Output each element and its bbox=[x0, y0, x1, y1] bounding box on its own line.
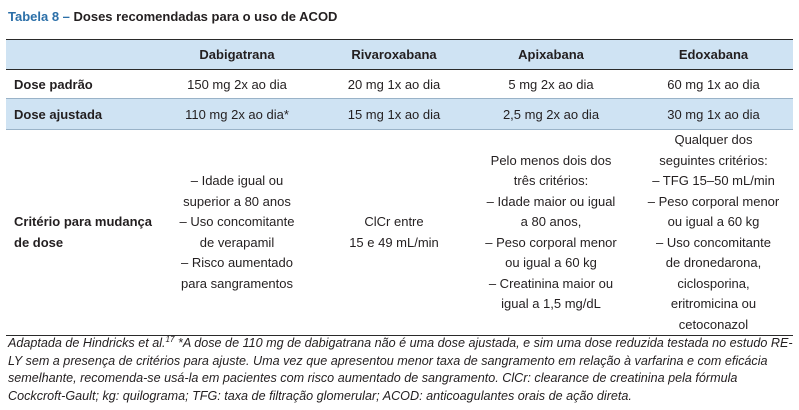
criterio-line: cetoconazol bbox=[678, 316, 749, 332]
criterio-line: Pelo menos dois dos bbox=[490, 152, 612, 168]
table-row-criterio bbox=[6, 130, 793, 336]
criterio-line: 15 e 49 mL/min bbox=[349, 234, 439, 250]
criterio-line: para sangramentos bbox=[180, 275, 293, 291]
criterio-line: de verapamil bbox=[199, 234, 275, 250]
criterio-line: – Idade maior ou igual bbox=[486, 193, 616, 209]
criterio-line: ClCr entre bbox=[364, 214, 424, 229]
header-rivaroxabana: Rivaroxabana bbox=[320, 40, 468, 70]
criterio-line: eritromicina ou bbox=[670, 296, 757, 311]
cell-criterio-dabigatrana bbox=[154, 130, 320, 336]
cell-criterio-apixabana bbox=[468, 130, 634, 336]
criterio-line: igual a 1,5 mg/dL bbox=[501, 296, 601, 311]
footnote-source: Adaptada de Hindricks et al. bbox=[8, 336, 166, 351]
header-apixabana: Apixabana bbox=[468, 40, 634, 70]
cell-dose-ajustada-apixabana: 2,5 mg 2x ao dia bbox=[468, 99, 634, 130]
table-title-text: Doses recomendadas para o uso de ACOD bbox=[69, 9, 338, 24]
criterio-line: Qualquer dos bbox=[674, 132, 753, 147]
criterio-line: superior a 80 anos bbox=[183, 193, 291, 209]
header-edoxabana: Edoxabana bbox=[634, 40, 793, 70]
cell-dose-ajustada-dabigatrana: 110 mg 2x ao dia* bbox=[154, 99, 320, 130]
table-header-row bbox=[6, 40, 793, 70]
criterio-line: – Uso concomitante bbox=[179, 214, 295, 229]
footnote-reference: 17 bbox=[165, 335, 175, 344]
header-dabigatrana: Dabigatrana bbox=[154, 40, 320, 70]
criterio-line: ciclosporina, bbox=[677, 275, 750, 291]
cell-dose-ajustada-rivaroxabana: 15 mg 1x ao dia bbox=[320, 99, 468, 130]
criterio-line: – Idade igual ou bbox=[190, 173, 284, 188]
row-label-dose-padrao: Dose padrão bbox=[14, 76, 93, 92]
criterio-line: seguintes critérios: bbox=[659, 152, 768, 168]
cell-dose-padrao-apixabana: 5 mg 2x ao dia bbox=[508, 76, 594, 92]
table-row-dose-ajustada bbox=[6, 99, 793, 130]
criterio-line: – Peso corporal menor bbox=[485, 234, 617, 250]
table-title bbox=[8, 9, 337, 24]
criterio-line: – Risco aumentado bbox=[180, 255, 293, 270]
table-footnote bbox=[8, 331, 793, 405]
row-label-criterio bbox=[6, 130, 154, 336]
cell-dose-ajustada-edoxabana: 30 mg 1x ao dia bbox=[634, 99, 793, 130]
criterio-line: – Uso concomitante bbox=[656, 234, 771, 250]
criterio-line: três critérios: bbox=[513, 173, 589, 188]
table-title-label: Tabela 8 – bbox=[8, 9, 70, 24]
footnote-text: *A dose de 110 mg de dabigatrana não é uma dose ajustada, e sim uma dose reduzida testada no estudo RE-LY sem a presença de critérios para ajuste. Uma vez que apresentou menor taxa de sangramento em relação à varfarina e com eficácia semelhante, recomenda-se usá-la em pacientes com risco aumentado de sangramento. ClCr: clearance de creatinina pela fórmula Cockcroft-Gault; kg: quilograma; TFG: taxa de filtração glomerular; ACOD: anticoagulantes orais de ação direta. bbox=[8, 336, 793, 403]
criterio-line: – TFG 15–50 mL/min bbox=[652, 173, 775, 188]
header-empty bbox=[6, 40, 154, 70]
criterio-line: – Peso corporal menor bbox=[647, 193, 780, 209]
criterio-line: de dronedarona, bbox=[665, 255, 762, 270]
cell-criterio-edoxabana bbox=[634, 130, 793, 336]
table-row-dose-padrao bbox=[6, 70, 793, 99]
criterio-line: – Creatinina maior ou bbox=[488, 275, 614, 291]
criterio-line: ou igual a 60 kg bbox=[505, 255, 597, 270]
row-label-dose-ajustada: Dose ajustada bbox=[6, 99, 154, 130]
cell-dose-padrao-rivaroxabana: 20 mg 1x ao dia bbox=[347, 76, 441, 92]
cell-dose-padrao-dabigatrana: 150 mg 2x ao dia bbox=[187, 76, 287, 92]
cell-dose-padrao-edoxabana: 60 mg 1x ao dia bbox=[667, 76, 760, 92]
row-label-criterio-line: Critério para mudança bbox=[14, 214, 152, 229]
doses-table bbox=[6, 39, 793, 336]
criterio-line: a 80 anos, bbox=[520, 214, 582, 229]
row-label-criterio-line: de dose bbox=[14, 234, 64, 250]
cell-criterio-rivaroxabana bbox=[320, 130, 468, 336]
criterio-line: ou igual a 60 kg bbox=[667, 214, 760, 229]
